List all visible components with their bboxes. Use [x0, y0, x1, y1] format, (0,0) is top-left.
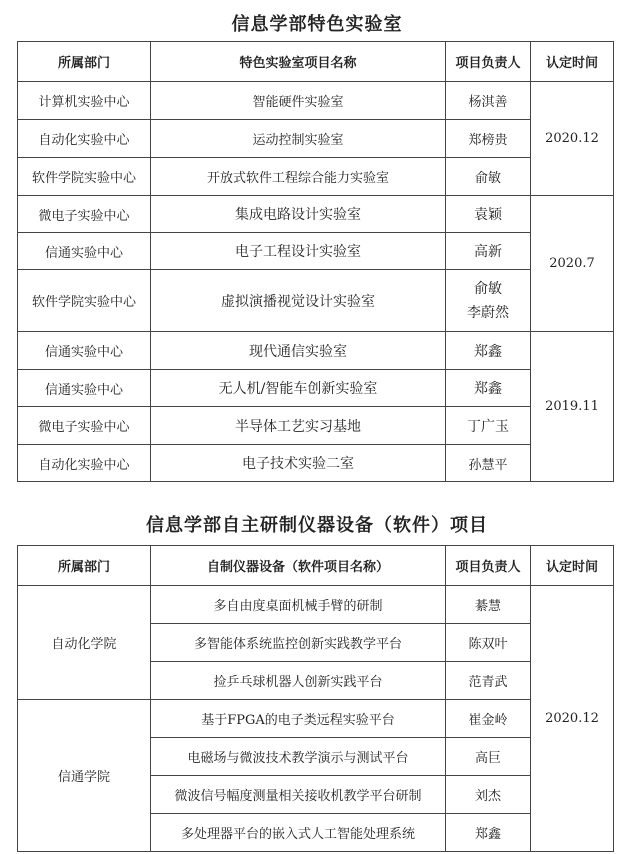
table-row — [18, 233, 614, 270]
featured-labs-table — [17, 41, 614, 482]
lead-cell: 范青武 — [446, 662, 531, 700]
dept-cell: 信通实验中心 — [18, 370, 151, 407]
project-name-cell: 多处理器平台的嵌入式人工智能处理系统 — [151, 814, 446, 852]
header-dept: 所属部门 — [18, 42, 151, 82]
date-cell: 2019.11 — [531, 332, 614, 482]
table-header-row — [18, 42, 614, 82]
lead-cell: 孙慧平 — [446, 445, 531, 482]
lead-cell: 高巨 — [446, 738, 531, 776]
lead-cell: 高新 — [446, 233, 531, 270]
header-lead: 项目负责人 — [446, 546, 531, 586]
lab-name-cell: 电子工程设计实验室 — [151, 233, 446, 270]
dept-cell: 自动化学院 — [18, 586, 151, 700]
lab-name-cell: 半导体工艺实习基地 — [151, 407, 446, 445]
header-date: 认定时间 — [531, 546, 614, 586]
dept-cell: 软件学院实验中心 — [18, 270, 151, 332]
dept-cell: 信通学院 — [18, 700, 151, 852]
dept-cell: 自动化实验中心 — [18, 445, 151, 482]
lab-name-cell: 智能硬件实验室 — [151, 82, 446, 120]
lead-name: 俞敏 — [474, 280, 502, 297]
lead-name: 李蔚然 — [467, 304, 509, 321]
lead-cell: 陈双叶 — [446, 624, 531, 662]
dept-cell: 微电子实验中心 — [18, 196, 151, 233]
self-developed-equipment-table — [17, 545, 614, 852]
lab-name-cell: 开放式软件工程综合能力实验室 — [151, 158, 446, 196]
table-row — [18, 270, 614, 332]
table1-title: 信息学部特色实验室 — [231, 14, 403, 35]
header-dept: 所属部门 — [18, 546, 151, 586]
lab-name-cell: 无人机/智能车创新实验室 — [151, 370, 446, 407]
lab-name-cell: 电子技术实验二室 — [151, 445, 446, 482]
table-row — [18, 196, 614, 233]
dept-cell: 信通实验中心 — [18, 332, 151, 370]
table-row — [18, 407, 614, 445]
date-cell: 2020.7 — [531, 196, 614, 332]
project-name-cell: 电磁场与微波技术教学演示与测试平台 — [151, 738, 446, 776]
table-row — [18, 120, 614, 158]
table-row — [18, 700, 614, 738]
lead-cell: 丁广玉 — [446, 407, 531, 445]
header-project-name: 自制仪器设备（软件项目名称） — [151, 546, 446, 586]
date-cell: 2020.12 — [531, 586, 614, 852]
lab-name-cell: 现代通信实验室 — [151, 332, 446, 370]
dept-cell: 自动化实验中心 — [18, 120, 151, 158]
table2-title: 信息学部自主研制仪器设备（软件）项目 — [146, 515, 488, 536]
lead-cell — [446, 270, 531, 332]
table-row — [18, 82, 614, 120]
table-row — [18, 332, 614, 370]
table-row — [18, 370, 614, 407]
project-name-cell: 捡乒乓球机器人创新实践平台 — [151, 662, 446, 700]
lead-cell: 崔金岭 — [446, 700, 531, 738]
table-row — [18, 586, 614, 624]
lead-cell: 郑鑫 — [446, 370, 531, 407]
lead-cell: 杨淇善 — [446, 82, 531, 120]
lead-cell: 袁颖 — [446, 196, 531, 233]
lab-name-cell: 虚拟演播视觉设计实验室 — [151, 270, 446, 332]
lab-name-cell: 运动控制实验室 — [151, 120, 446, 158]
date-cell: 2020.12 — [531, 82, 614, 196]
lead-cell: 綦慧 — [446, 586, 531, 624]
project-name-cell: 基于FPGA的电子类远程实验平台 — [151, 700, 446, 738]
lead-cell: 郑鑫 — [446, 814, 531, 852]
dept-cell: 信通实验中心 — [18, 233, 151, 270]
header-date: 认定时间 — [531, 42, 614, 82]
lab-name-cell: 集成电路设计实验室 — [151, 196, 446, 233]
lead-cell: 郑榜贵 — [446, 120, 531, 158]
lead-cell: 刘杰 — [446, 776, 531, 814]
lead-cell: 郑鑫 — [446, 332, 531, 370]
project-name-cell: 多智能体系统监控创新实践教学平台 — [151, 624, 446, 662]
lead-cell: 俞敏 — [446, 158, 531, 196]
header-lead: 项目负责人 — [446, 42, 531, 82]
project-name-cell: 多自由度桌面机械手臂的研制 — [151, 586, 446, 624]
table-row — [18, 158, 614, 196]
project-name-cell: 微波信号幅度测量相关接收机教学平台研制 — [151, 776, 446, 814]
dept-cell: 微电子实验中心 — [18, 407, 151, 445]
header-lab-name: 特色实验室项目名称 — [151, 42, 446, 82]
table-row — [18, 445, 614, 482]
dept-cell: 软件学院实验中心 — [18, 158, 151, 196]
dept-cell: 计算机实验中心 — [18, 82, 151, 120]
table-header-row — [18, 546, 614, 586]
